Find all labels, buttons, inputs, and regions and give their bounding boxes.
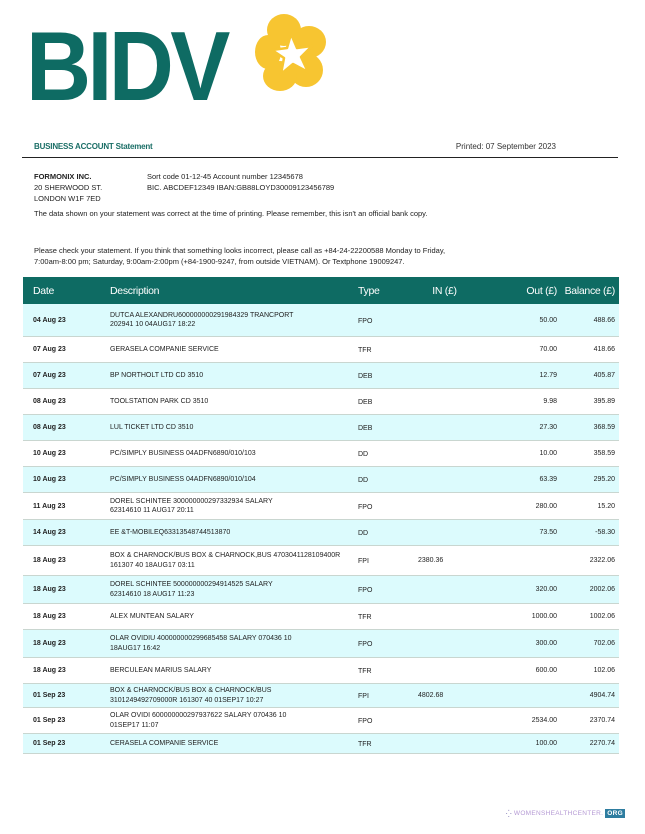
cell-type: FPO bbox=[358, 317, 373, 325]
col-balance: Balance (£) bbox=[564, 284, 615, 297]
cell-balance: 358.59 bbox=[593, 450, 615, 457]
cell-balance: 2270.74 bbox=[589, 740, 615, 747]
cell-description bbox=[104, 686, 358, 705]
description-line-1: PC/SIMPLY BUSINESS 04ADFN6890/010/103 bbox=[110, 449, 256, 457]
logo-text: BIDV bbox=[26, 11, 227, 121]
cell-description bbox=[104, 666, 358, 676]
description-line-1: BP NORTHOLT LTD CD 3510 bbox=[110, 371, 204, 379]
cell-out: 10.00 bbox=[539, 450, 557, 457]
cell-description bbox=[104, 580, 358, 599]
cell-type: FPI bbox=[358, 693, 369, 700]
table-header bbox=[23, 277, 619, 304]
table-row bbox=[23, 304, 619, 337]
description-line-1: OLAR OVIDIU 400000000299685458 SALARY 070436 10 bbox=[110, 635, 292, 642]
account-numbers bbox=[147, 171, 334, 204]
cell-description bbox=[104, 528, 358, 538]
description-line-2: 62314610 18 AUG17 11:23 bbox=[110, 590, 195, 598]
cell-description bbox=[104, 739, 358, 749]
table-row bbox=[23, 415, 619, 441]
cell-balance: 395.89 bbox=[593, 398, 615, 405]
printed-date: Printed: 07 September 2023 bbox=[455, 142, 556, 151]
description-line-1: PC/SIMPLY BUSINESS 04ADFN6890/010/104 bbox=[110, 475, 256, 483]
cell-date: 14 Aug 23 bbox=[33, 529, 66, 536]
cell-out: 63.39 bbox=[539, 476, 557, 483]
cell-out: 280.00 bbox=[535, 502, 557, 510]
flower-logo-icon bbox=[254, 12, 328, 92]
description-line-1: BERCULEAN MARIUS SALARY bbox=[110, 666, 212, 674]
table-row bbox=[23, 658, 619, 684]
table-row bbox=[23, 441, 619, 467]
description-line-2: 161307 40 18AUG17 03:11 bbox=[110, 561, 195, 569]
cell-description bbox=[104, 371, 358, 381]
description-line-1: EE &T-MOBILEQ63313548744513870 bbox=[110, 528, 231, 536]
cell-out: 1000.00 bbox=[531, 613, 557, 620]
header-divider bbox=[22, 157, 618, 158]
description-line-1: ALEX MUNTEAN SALARY bbox=[110, 612, 194, 620]
cell-date: 11 Aug 23 bbox=[33, 502, 66, 510]
table-row bbox=[23, 467, 619, 493]
cell-date: 18 Aug 23 bbox=[33, 640, 66, 647]
transactions-table bbox=[23, 277, 619, 754]
cell-balance: 102.06 bbox=[593, 667, 615, 674]
cell-date: 18 Aug 23 bbox=[33, 613, 66, 620]
contact-note: Please check your statement. If you think that something looks incorrect, please call as +84-24-22200588 Monday to Friday, 7:00am-8:00 pm; Saturday, 9:00am-2:00pm (+84-1900-9247, from outside VIETNAM). Or Textphone 19009247. bbox=[34, 246, 446, 266]
cell-type: TFR bbox=[358, 614, 372, 621]
company-address bbox=[34, 171, 147, 204]
watermark-text: WOMENSHEALTHCENTER. bbox=[513, 810, 604, 817]
cell-balance: 15.20 bbox=[597, 502, 615, 510]
cell-date: 04 Aug 23 bbox=[33, 316, 66, 324]
cell-balance: 702.06 bbox=[593, 640, 615, 647]
address-line-2: LONDON W1F 7ED bbox=[34, 194, 101, 203]
table-row bbox=[23, 684, 619, 708]
cell-type: DD bbox=[358, 451, 369, 458]
table-row bbox=[23, 337, 619, 363]
cell-date: 01 Sep 23 bbox=[33, 692, 66, 699]
statement-title: BUSINESS ACCOUNT Statement bbox=[34, 142, 153, 151]
cell-date: 01 Sep 23 bbox=[33, 717, 66, 724]
description-line-1: CERASELA COMPANIE SERVICE bbox=[110, 739, 219, 747]
cell-in: 4802.68 bbox=[418, 692, 444, 699]
cell-out: 9.98 bbox=[543, 398, 557, 405]
table-row bbox=[23, 389, 619, 415]
cell-description bbox=[104, 612, 358, 622]
company-name: FORMONIX INC. bbox=[34, 172, 92, 181]
cell-type: TFR bbox=[358, 347, 372, 354]
cell-out: 2534.00 bbox=[531, 717, 557, 724]
cell-description bbox=[104, 397, 358, 407]
cell-date: 18 Aug 23 bbox=[33, 667, 66, 674]
cell-date: 10 Aug 23 bbox=[33, 476, 66, 483]
cell-date: 08 Aug 23 bbox=[33, 424, 66, 431]
table-row bbox=[23, 520, 619, 546]
table-row bbox=[23, 604, 619, 630]
table-row bbox=[23, 708, 619, 734]
cell-type: TFR bbox=[358, 668, 372, 675]
description-line-1: LUL TICKET LTD CD 3510 bbox=[110, 423, 194, 431]
cell-type: DEB bbox=[358, 399, 373, 406]
cell-out: 27.30 bbox=[539, 424, 557, 431]
cell-out: 320.00 bbox=[535, 586, 557, 593]
cell-description bbox=[104, 449, 358, 459]
cell-type: DD bbox=[358, 477, 369, 484]
table-body bbox=[23, 304, 619, 754]
cell-type: TFR bbox=[358, 741, 372, 748]
cell-balance: 2002.06 bbox=[589, 586, 615, 593]
cell-type: FPI bbox=[358, 558, 369, 565]
table-row bbox=[23, 734, 619, 754]
table-row bbox=[23, 630, 619, 658]
cell-out: 100.00 bbox=[535, 740, 557, 747]
description-line-1: TOOLSTATION PARK CD 3510 bbox=[110, 397, 209, 405]
cell-balance: 2370.74 bbox=[589, 717, 615, 724]
account-details bbox=[34, 171, 334, 204]
cell-balance: 368.59 bbox=[593, 424, 615, 431]
description-line-2: 3101249492709000R 161307 40 01SEP17 10:27 bbox=[110, 696, 264, 704]
cell-date: 07 Aug 23 bbox=[33, 372, 66, 379]
cell-out: 73.50 bbox=[539, 529, 557, 536]
table-row bbox=[23, 493, 619, 520]
description-line-1: GERASELA COMPANIE SERVICE bbox=[110, 345, 219, 353]
description-line-1: DOREL SCHINTEE 300000000297332934 SALARY bbox=[110, 497, 273, 505]
description-line-1: BOX & CHARNOCK/BUS BOX & CHARNOCK,BUS 4703041128109400R bbox=[110, 552, 341, 559]
description-line-2: 62314610 11 AUG17 20:11 bbox=[110, 507, 194, 514]
cell-description bbox=[104, 345, 358, 355]
cell-description bbox=[104, 423, 358, 433]
col-out: Out (£) bbox=[526, 284, 557, 297]
cell-balance: 2322.06 bbox=[589, 557, 615, 564]
table-row bbox=[23, 576, 619, 604]
table-row bbox=[23, 546, 619, 576]
cell-out: 70.00 bbox=[539, 346, 557, 353]
cell-type: DEB bbox=[358, 425, 373, 432]
cell-description bbox=[104, 497, 358, 516]
table-row bbox=[23, 363, 619, 389]
cell-type: DD bbox=[358, 530, 369, 537]
cell-balance: 1002.06 bbox=[589, 613, 615, 620]
cell-date: 18 Aug 23 bbox=[33, 586, 66, 593]
cell-balance: -58.30 bbox=[595, 529, 615, 536]
address-line-1: 20 SHERWOOD ST. bbox=[34, 183, 103, 192]
description-line-1: DOREL SCHINTEE 500000000294914525 SALARY bbox=[110, 581, 273, 588]
bidv-logo bbox=[26, 11, 244, 121]
cell-date: 08 Aug 23 bbox=[33, 398, 66, 405]
cell-out: 50.00 bbox=[539, 316, 557, 324]
statement-header bbox=[34, 142, 618, 151]
cell-type: FPO bbox=[358, 587, 373, 594]
cell-balance: 405.87 bbox=[593, 372, 615, 379]
col-date: Date bbox=[33, 284, 54, 297]
bic-iban: BIC. ABCDEF12349 IBAN:GB88LOYD30009123456789 bbox=[147, 183, 335, 192]
cell-type: DEB bbox=[358, 373, 373, 380]
cell-description bbox=[104, 475, 358, 485]
cell-description bbox=[104, 634, 358, 653]
description-line-1: OLAR OVIDI 600000000297937622 SALARY 070436 10 bbox=[110, 712, 287, 719]
watermark bbox=[506, 809, 625, 818]
cell-out: 600.00 bbox=[535, 667, 557, 674]
cell-description bbox=[104, 311, 358, 330]
cell-balance: 295.20 bbox=[593, 476, 615, 483]
cell-balance: 488.66 bbox=[593, 316, 615, 324]
cell-balance: 418.66 bbox=[593, 346, 615, 353]
col-type: Type bbox=[358, 284, 380, 297]
accuracy-note: The data shown on your statement was correct at the time of printing. Please remember, this isn't an official bank copy. bbox=[34, 209, 428, 218]
cell-out: 300.00 bbox=[535, 640, 557, 647]
cell-type: FPO bbox=[358, 718, 373, 725]
description-line-1: BOX & CHARNOCK/BUS BOX & CHARNOCK/BUS bbox=[110, 687, 272, 694]
description-line-1: DUTCA ALEXANDRU600000000291984329 TRANCPORT bbox=[110, 311, 294, 319]
cell-description bbox=[104, 551, 358, 570]
cell-type: FPO bbox=[358, 503, 373, 511]
dots-icon: ⁛ bbox=[506, 810, 512, 818]
description-line-2: 01SEP17 11:07 bbox=[110, 721, 159, 729]
cell-type: FPO bbox=[358, 641, 373, 648]
cell-date: 01 Sep 23 bbox=[33, 740, 66, 747]
cell-date: 18 Aug 23 bbox=[33, 557, 66, 564]
col-description: Description bbox=[110, 284, 160, 297]
cell-balance: 4904.74 bbox=[589, 692, 615, 699]
sort-code-account-number: Sort code 01-12-45 Account number 12345678 bbox=[147, 172, 303, 181]
watermark-suffix: ORG bbox=[607, 810, 623, 817]
description-line-2: 202941 10 04AUG17 18:22 bbox=[110, 321, 196, 328]
cell-description bbox=[104, 711, 358, 730]
description-line-2: 18AUG17 16:42 bbox=[110, 644, 161, 652]
cell-date: 10 Aug 23 bbox=[33, 450, 66, 457]
cell-in: 2380.36 bbox=[418, 557, 444, 564]
cell-out: 12.79 bbox=[539, 372, 557, 379]
col-in: IN (£) bbox=[432, 284, 457, 297]
cell-date: 07 Aug 23 bbox=[33, 346, 66, 353]
